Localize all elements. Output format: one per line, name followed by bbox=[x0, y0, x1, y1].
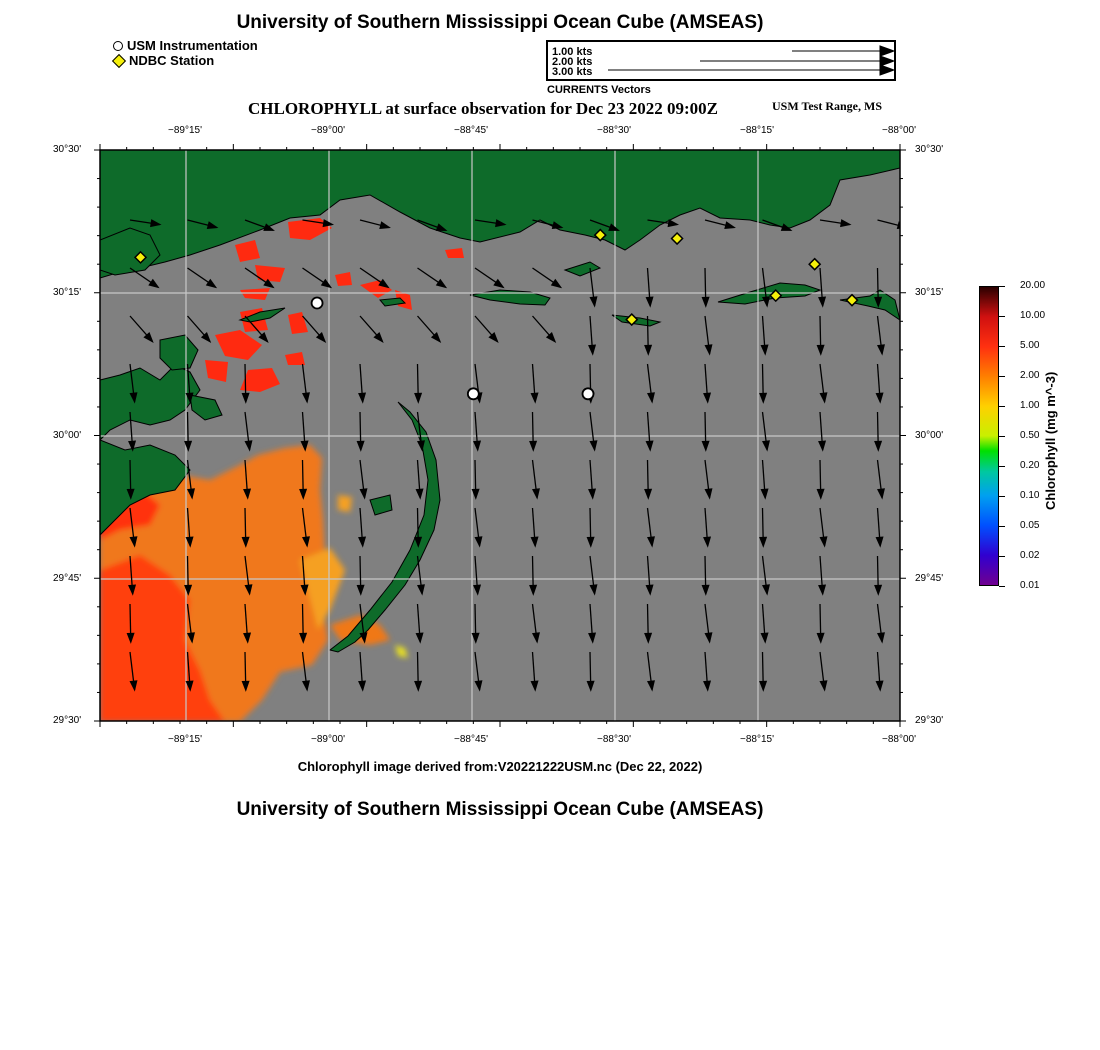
lon-tick-bottom-6: −88°00' bbox=[882, 734, 916, 745]
lat-tick-right-2: 30°15' bbox=[915, 287, 944, 298]
lat-tick-left-4: 29°45' bbox=[53, 573, 82, 584]
map-subtitle: CHLOROPHYLL at surface observation for Dec 23 2022 09:00Z bbox=[248, 99, 718, 118]
lon-tick-top-2: −89°00' bbox=[311, 125, 345, 136]
vector-scale-label-2: 2.00 kts bbox=[552, 56, 593, 68]
lon-tick-bottom-1: −89°15' bbox=[168, 734, 202, 745]
colorbar-label-0-1: 0.10 bbox=[1020, 490, 1040, 501]
lat-tick-left-2: 30°15' bbox=[53, 287, 82, 298]
vector-scale-label-3: 3.00 kts bbox=[552, 66, 593, 78]
lon-tick-bottom-5: −88°15' bbox=[740, 734, 774, 745]
region-label: USM Test Range, MS bbox=[772, 99, 883, 113]
lon-tick-bottom-4: −88°30' bbox=[597, 734, 631, 745]
vector-scale-caption: CURRENTS Vectors bbox=[547, 84, 651, 96]
current-vector-head-13 bbox=[898, 222, 907, 228]
colorbar-label-0-01: 0.01 bbox=[1020, 580, 1040, 591]
colorbar-label-0-02: 0.02 bbox=[1020, 550, 1040, 561]
colorbar-label-1: 1.00 bbox=[1020, 400, 1040, 411]
lat-tick-right-4: 29°45' bbox=[915, 573, 944, 584]
lat-tick-left-1: 30°30' bbox=[53, 144, 82, 155]
lon-tick-top-6: −88°00' bbox=[882, 125, 916, 136]
colorbar-label-10: 10.00 bbox=[1020, 310, 1046, 321]
colorbar-label-20: 20.00 bbox=[1020, 280, 1046, 291]
vector-scale-label-1: 1.00 kts bbox=[552, 46, 593, 58]
lon-tick-top-1: −89°15' bbox=[168, 125, 202, 136]
lon-tick-top-5: −88°15' bbox=[740, 125, 774, 136]
usm-instrument-marker-1 bbox=[312, 298, 323, 309]
colorbar-label-0-05: 0.05 bbox=[1020, 520, 1040, 531]
source-caption: Chlorophyll image derived from:V20221222USM.nc (Dec 22, 2022) bbox=[297, 759, 703, 774]
colorbar bbox=[979, 286, 999, 586]
lon-tick-top-4: −88°30' bbox=[597, 125, 631, 136]
lat-tick-left-3: 30°00' bbox=[53, 430, 82, 441]
lat-tick-right-5: 29°30' bbox=[915, 715, 944, 726]
lon-tick-bottom-3: −88°45' bbox=[454, 734, 488, 745]
map-title: University of Southern Mississippi Ocean Cube (AMSEAS) bbox=[236, 12, 764, 33]
lat-tick-left-5: 29°30' bbox=[53, 715, 82, 726]
footer-title: University of Southern Mississippi Ocean Cube (AMSEAS) bbox=[236, 799, 764, 820]
colorbar-title: Chlorophyll (mg m^-3) bbox=[1043, 371, 1058, 510]
usm-legend-label: USM Instrumentation bbox=[127, 38, 258, 53]
colorbar-label-2: 2.00 bbox=[1020, 370, 1040, 381]
lon-tick-top-3: −88°45' bbox=[454, 125, 488, 136]
lat-tick-right-3: 30°00' bbox=[915, 430, 944, 441]
lat-tick-right-1: 30°30' bbox=[915, 144, 944, 155]
colorbar-label-5: 5.00 bbox=[1020, 340, 1040, 351]
lon-tick-bottom-2: −89°00' bbox=[311, 734, 345, 745]
usm-instrument-marker-3 bbox=[583, 388, 594, 399]
colorbar-ticks bbox=[999, 286, 1007, 587]
ndbc-legend-label: NDBC Station bbox=[129, 53, 215, 68]
usm-instrument-marker-2 bbox=[468, 388, 479, 399]
colorbar-label-0-2: 0.20 bbox=[1020, 460, 1040, 471]
colorbar-label-0-5: 0.50 bbox=[1020, 430, 1040, 441]
